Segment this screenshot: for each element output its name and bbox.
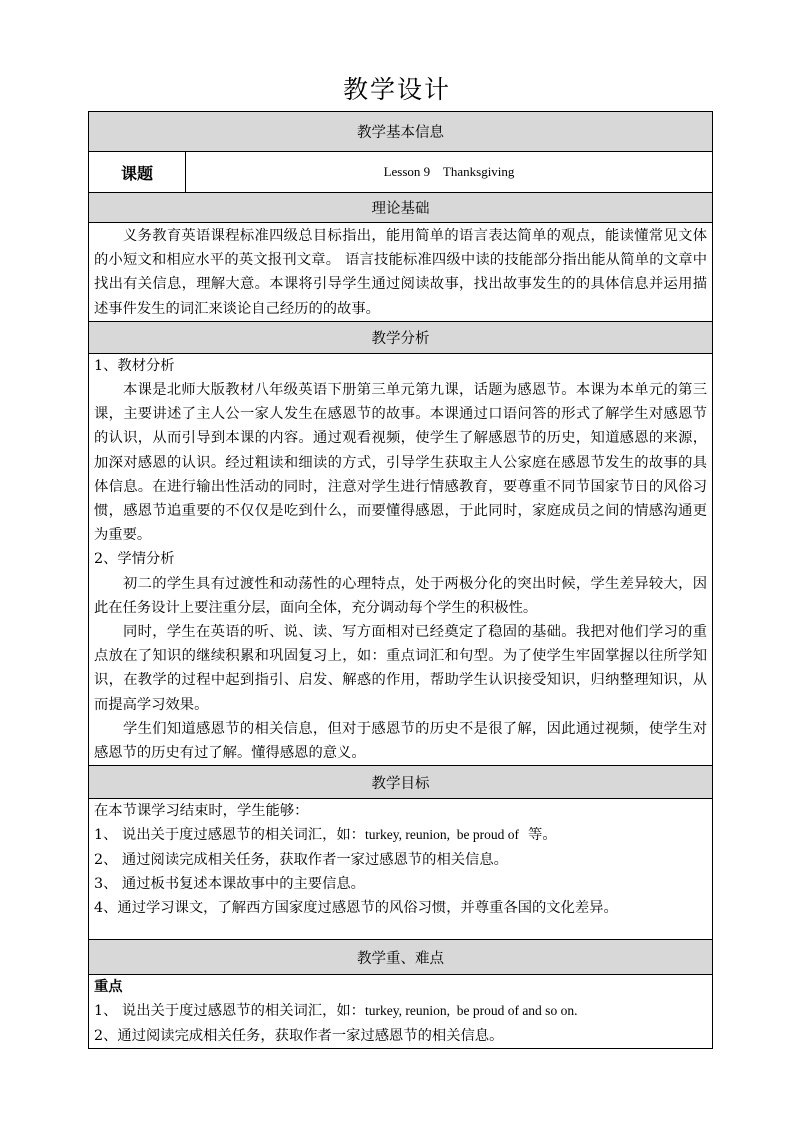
objectives-body-row <box>89 799 713 940</box>
objective-item-3: 3、 通过板书复述本课故事中的主要信息。 <box>94 875 365 892</box>
student-analysis-paragraph-2: 同时，学生在英语的听、说、读、写方面相对已经奠定了稳固的基础。我把对他们学习的重点放在了知识的继续积累和巩固复习上，如：重点词汇和句型。为了使学生牢固掌握以往所学知识，在教学的过程中起到指引、启发、解惑的作用，帮助学生认识接受知识，归纳整理知识，从而提高学习效果。 <box>94 624 707 713</box>
objective-item-4: 4、通过学习课文，了解西方国家度过感恩节的风俗习惯，并尊重各国的文化差异。 <box>94 900 618 917</box>
objective-item-2: 2、 通过阅读完成相关任务，获取作者一家过感恩节的相关信息。 <box>94 851 508 868</box>
material-analysis-heading: 1、教材分析 <box>94 357 175 374</box>
objectives-header-row <box>89 766 713 799</box>
key-points-body-row <box>89 975 713 1049</box>
material-analysis-text: 本课是北师大版教材八年级英语下册第三单元第九课，话题为感恩节。本课为本单元的第三课，主要讲述了主人公一家人发生在感恩节的故事。本课通过口语问答的形式了解学生对感恩节的认识，从而引导到本课的内容。通过观看视频，使学生了解感恩节的历史，知道感恩的来源，加深对感恩的认识。经过粗读和细读的方式，引导学生获取主人公家庭在感恩节发生的故事的具体信息。在进行输出性活动的同时，注意对学生进行情感教育，要尊重不同节国家节日的风俗习惯，感恩节追重要的不仅仅是吃到什么，而要懂得感恩，于此同时，家庭成员之间的情感沟通更为重要。 <box>94 382 707 544</box>
student-analysis-heading: 2、学情分析 <box>94 551 175 568</box>
analysis-body-row <box>89 353 713 765</box>
objectives-intro: 在本节课学习结束时，学生能够： <box>94 803 309 820</box>
analysis-header-row <box>89 321 713 353</box>
theory-paragraph: 义务教育英语课程标准四级总目标指出，能用简单的语言表达简单的观点，能读懂常见文体的小短文和相应水平的英文报刊文章。 语言技能标准四级中读的技能部分指出能从简单的文章中找出有关信息，理解大意。本课将引导学生通过阅读故事，找出故事发生的的具体信息并运用描述事件发生的词汇来谈论自己经历的的故事。 <box>94 228 707 317</box>
theory-header-row <box>89 193 713 223</box>
theory-body-row <box>89 223 713 322</box>
key-point-item-2: 2、通过阅读完成相关任务，获取作者一家过感恩节的相关信息。 <box>94 1027 504 1044</box>
key-points-header-row <box>89 940 713 975</box>
topic-label: 课题 <box>89 152 186 193</box>
objective-item-1: 1、 说出关于度过感恩节的相关词汇，如：turkey, reunion, be proud of 等。 <box>94 827 557 844</box>
document-title: 教学设计 <box>342 75 451 104</box>
topic-row <box>89 152 713 193</box>
key-point-item-1: 1、 说出关于度过感恩节的相关词汇，如：turkey, reunion, be proud of and so on. <box>94 1003 578 1020</box>
basic-info-header: 教学基本信息 <box>89 112 713 152</box>
objectives-header: 教学目标 <box>89 766 713 799</box>
topic-value: Lesson 9 Thanksgiving <box>186 152 713 193</box>
student-analysis-paragraph-1: 初二的学生具有过渡性和动荡性的心理特点，处于两极分化的突出时候，学生差异较大，因此在任务设计上要注重分层，面向全体，充分调动每个学生的积极性。 <box>94 575 707 616</box>
student-analysis-paragraph-3: 学生们知道感恩节的相关信息，但对于感恩节的历史不是很了解，因此通过视频，使学生对感恩节的历史有过了解。懂得感恩的意义。 <box>94 720 707 762</box>
basic-info-header-row <box>89 112 713 152</box>
theory-header: 理论基础 <box>89 193 713 223</box>
key-points-subheading: 重点 <box>94 979 123 996</box>
key-points-header: 教学重、难点 <box>89 940 713 975</box>
analysis-header: 教学分析 <box>89 321 713 353</box>
lesson-plan-table <box>88 111 713 1049</box>
